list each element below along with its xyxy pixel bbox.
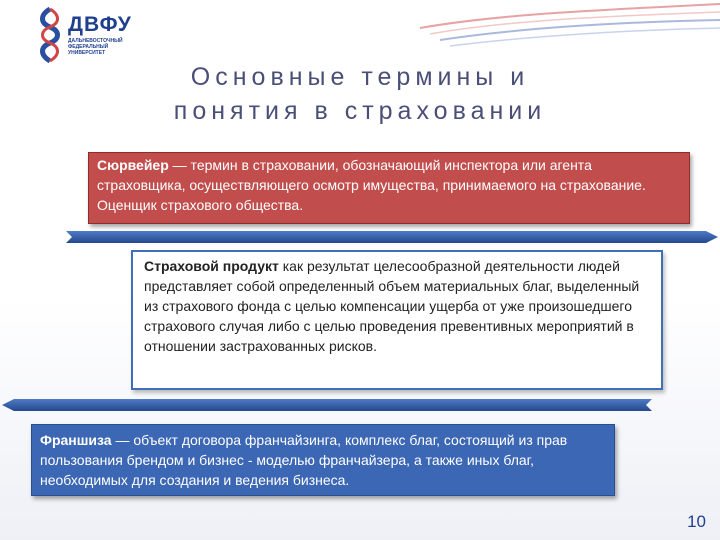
- page-number: 10: [687, 512, 706, 531]
- definition-text: — объект договора франчайзинга, комплекс благ, состоящий из прав пользования брендом и бизнес - моделью франчайзера, а также иных благ, необходимых для создания и ведения бизнеса.: [40, 432, 568, 488]
- definition-box-franchise: [31, 424, 615, 496]
- dvfu-logo-icon: [36, 7, 64, 63]
- title-line-2: понятия в страховании: [173, 97, 547, 125]
- decorative-stripes: [420, 0, 720, 60]
- right-arrow-icon: [66, 228, 720, 246]
- definition-text: — термин в страховании, обозначающий инспектора или агента страховщика, осуществляющего осмотр имущества, принимаемого на страхование. Оценщик страхового общества.: [97, 157, 646, 213]
- logo-name: ДВФУ: [68, 13, 132, 36]
- page-title: [0, 60, 720, 128]
- definition-box-insurance-product: [131, 250, 663, 390]
- logo-subtitle: ДАЛЬНЕВОСТОЧНЫЙ ФЕДЕРАЛЬНЫЙ УНИВЕРСИТЕТ: [68, 38, 123, 56]
- title-line-1: Основные термины и: [190, 63, 530, 91]
- definition-term: Франшиза: [40, 432, 112, 448]
- definition-term: Сюрвейер: [97, 157, 169, 173]
- definition-term: Страховой продукт: [144, 258, 279, 274]
- definition-box-surveyor: [88, 152, 690, 224]
- left-arrow-icon: [0, 396, 654, 414]
- dvfu-logo: [36, 5, 146, 67]
- definition-text: как результат целесообразной деятельности людей представляет собой определенный объем материальных благ, выделенный из страхового фонда с целью компенсации ущерба от уже произошедшего страхового случая либо с целью проведения превентивных мероприятий в отношении застрахованных рисков.: [144, 258, 640, 354]
